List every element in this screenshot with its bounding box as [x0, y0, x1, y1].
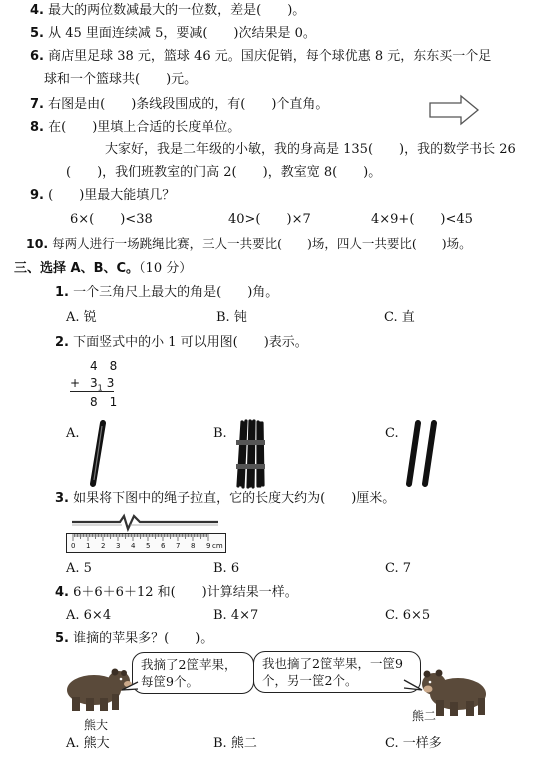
- question-6-cont: 球和一个篮球共( )元。: [44, 72, 198, 87]
- option-b[interactable]: B.: [213, 426, 227, 441]
- question-8: [30, 119, 240, 137]
- option-b[interactable]: B. 4×7: [213, 608, 259, 623]
- question-text: 右图是由( )条线段围成的，有( )个直角。: [48, 97, 329, 112]
- question-9-item-1: 6×( )<38: [70, 212, 153, 227]
- question-number: 7.: [30, 97, 44, 112]
- ruler-label: 5: [146, 542, 151, 550]
- choice-question-5: [55, 630, 213, 648]
- section-points: （10 分）: [139, 261, 193, 276]
- ruler-label: 7: [176, 542, 181, 550]
- question-text: 在( )里填上合适的长度单位。: [48, 120, 241, 135]
- option-b[interactable]: B. 钝: [216, 310, 247, 325]
- question-8-passage-line1: 大家好，我是二年级的小敏，我的身高是 135( )，我的数学书长 26: [105, 142, 516, 157]
- question-number: 5.: [55, 631, 69, 646]
- option-c[interactable]: C. 直: [384, 310, 415, 325]
- option-a[interactable]: A. 锐: [66, 310, 97, 325]
- section-3-heading: [14, 260, 192, 278]
- question-text: 如果将下图中的绳子拉直，它的长度大约为( )厘米。: [73, 491, 396, 506]
- option-c[interactable]: C. 一样多: [385, 736, 442, 751]
- question-number: 6.: [30, 49, 44, 64]
- question-number: 10.: [26, 236, 49, 251]
- question-number: 4.: [30, 3, 44, 18]
- arrow-shape-figure: [428, 94, 480, 126]
- option-a[interactable]: A.: [66, 426, 80, 441]
- rope-image: [68, 512, 228, 534]
- option-c[interactable]: C. 6×5: [385, 608, 431, 623]
- ruler-label: 1: [86, 542, 91, 550]
- option-a[interactable]: A. 6×4: [66, 608, 112, 623]
- question-4: [30, 2, 305, 20]
- ruler-label: 8: [191, 542, 196, 550]
- question-9: [30, 187, 175, 205]
- vertical-addition: [68, 357, 118, 417]
- bear-name-right: 熊二: [412, 709, 437, 723]
- option-c[interactable]: C.: [385, 426, 399, 441]
- carry-digit: 1: [97, 383, 103, 393]
- question-7: [30, 96, 328, 114]
- single-stick-image: [86, 420, 110, 488]
- choice-question-3: [55, 490, 395, 508]
- question-number: 5.: [30, 26, 44, 41]
- ruler-label: 9: [206, 542, 211, 550]
- two-sticks-image: [400, 420, 440, 488]
- question-number: 9.: [30, 188, 44, 203]
- sum-line: [70, 391, 114, 392]
- question-9-item-3: 4×9+( )<45: [371, 212, 473, 227]
- choice-question-2: [55, 334, 308, 352]
- question-10: [26, 235, 472, 253]
- choice-question-1: [55, 284, 278, 302]
- question-text: 从 45 里面连续减 5，要减( )次结果是 0。: [48, 26, 316, 41]
- ruler-label: 6: [161, 542, 166, 550]
- question-5: [30, 25, 316, 43]
- addend-2: $3_1$ 3: [90, 376, 115, 393]
- option-c[interactable]: C. 7: [385, 561, 412, 576]
- sum-result: 8 1: [90, 395, 118, 409]
- speech-bubble-tail-left: [120, 680, 140, 694]
- question-text: 下面竖式中的小 1 可以用图( )表示。: [73, 335, 308, 350]
- question-9-item-2: 40>( )×7: [228, 212, 311, 227]
- question-8-passage-line2: ( )，我们班教室的门高 2( )，教室宽 8( )。: [66, 165, 382, 180]
- question-text: 每两人进行一场跳绳比赛，三人一共要比( )场，四人一共要比( )场。: [52, 236, 472, 251]
- question-number: 4.: [55, 585, 69, 600]
- question-text: 最大的两位数减最大的一位数，差是( )。: [48, 3, 306, 18]
- choice-question-4: [55, 584, 298, 602]
- speech-bubble-left: 我摘了2筐苹果，每筐9个。: [132, 652, 254, 694]
- option-a[interactable]: A. 熊大: [66, 736, 110, 751]
- question-text: ( )里最大能填几？: [48, 188, 176, 203]
- question-text: 谁摘的苹果多？( )。: [73, 631, 214, 646]
- ruler-label: 2: [101, 542, 106, 550]
- question-text: 6＋6＋6＋12 和( )计算结果一样。: [73, 585, 298, 600]
- ruler-label: 3: [116, 542, 121, 550]
- question-number: 3.: [55, 491, 69, 506]
- option-a[interactable]: A. 5: [66, 561, 92, 576]
- speech-bubble-right: 我也摘了2筐苹果，一筐9个，另一筐2个。: [253, 651, 421, 693]
- bundle-of-sticks-image: [232, 418, 268, 490]
- ruler-unit: cm: [212, 542, 223, 550]
- question-number: 1.: [55, 285, 69, 300]
- ruler: [66, 533, 226, 553]
- bear-name-left: 熊大: [84, 718, 109, 732]
- ruler-label: 0: [71, 542, 76, 550]
- section-title: 三、选择 A、B、C。: [14, 261, 140, 276]
- question-6: [30, 48, 491, 66]
- option-b[interactable]: B. 6: [213, 561, 240, 576]
- question-number: 8.: [30, 120, 44, 135]
- ruler-label: 4: [131, 542, 136, 550]
- option-b[interactable]: B. 熊二: [213, 736, 257, 751]
- question-text: 一个三角尺上最大的角是( )角。: [73, 285, 279, 300]
- addend-1: 4 8: [90, 359, 118, 373]
- question-text: 商店里足球 38 元，篮球 46 元。国庆促销，每个球优惠 8 元，东东买一个足: [48, 49, 492, 64]
- plus-sign: +: [70, 376, 81, 390]
- question-number: 2.: [55, 335, 69, 350]
